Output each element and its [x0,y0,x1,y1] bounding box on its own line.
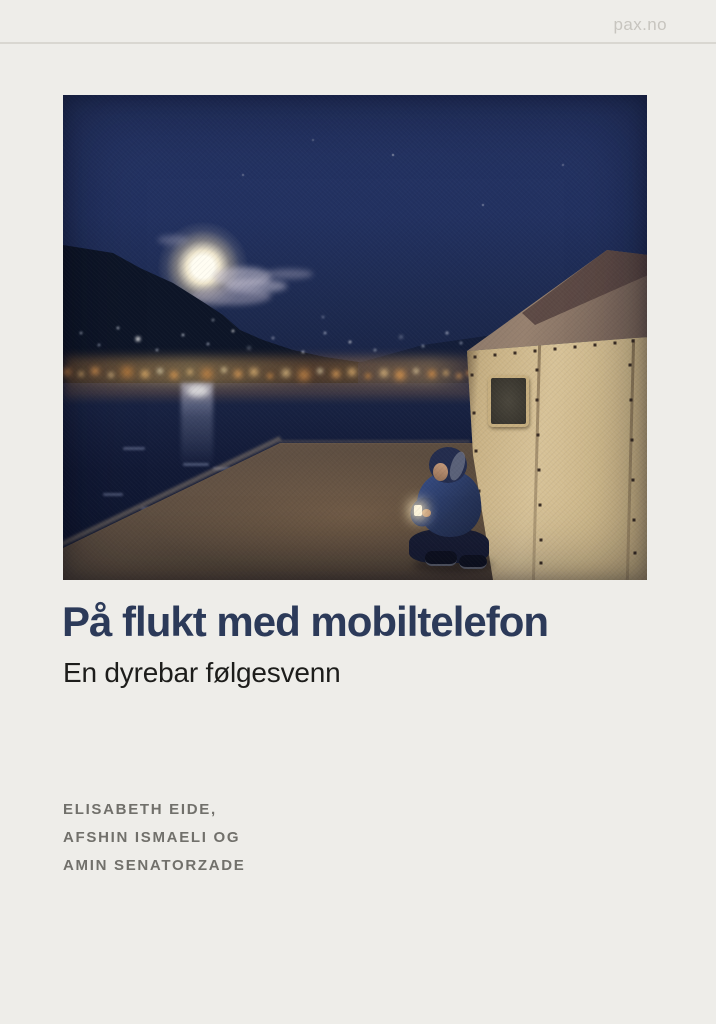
person-shoe [459,555,487,569]
book-subtitle: En dyrebar følgesvenn [63,657,341,688]
water-glint [103,493,123,496]
city-lights-reflection [63,387,473,399]
hut-panel-seam [532,345,541,580]
person-hand [422,509,431,517]
person-shoe [425,551,457,566]
book-authors [63,796,245,880]
hut-panel-seam [626,339,635,580]
author-line: AFSHIN ISMAELI OG [63,829,241,846]
cloud [225,279,287,293]
author-line: ELISABETH EIDE, [63,801,217,818]
hut-window [488,375,529,427]
phone-glow [414,505,422,516]
book-title: På flukt med mobiltelefon [62,598,549,645]
city-lights-glow [63,357,481,387]
water-glint [183,463,209,466]
author-line: AMIN SENATORZADE [63,857,246,874]
cloud [265,269,313,279]
header-divider [0,42,716,44]
cover-photo [63,95,647,580]
site-label[interactable]: pax.no [613,15,667,34]
water-glint [123,447,145,450]
person-face [433,463,448,481]
pier-edge-far [280,440,470,443]
person-crouching [403,445,503,575]
moon-reflection-core [187,385,209,397]
cloud [158,235,188,245]
